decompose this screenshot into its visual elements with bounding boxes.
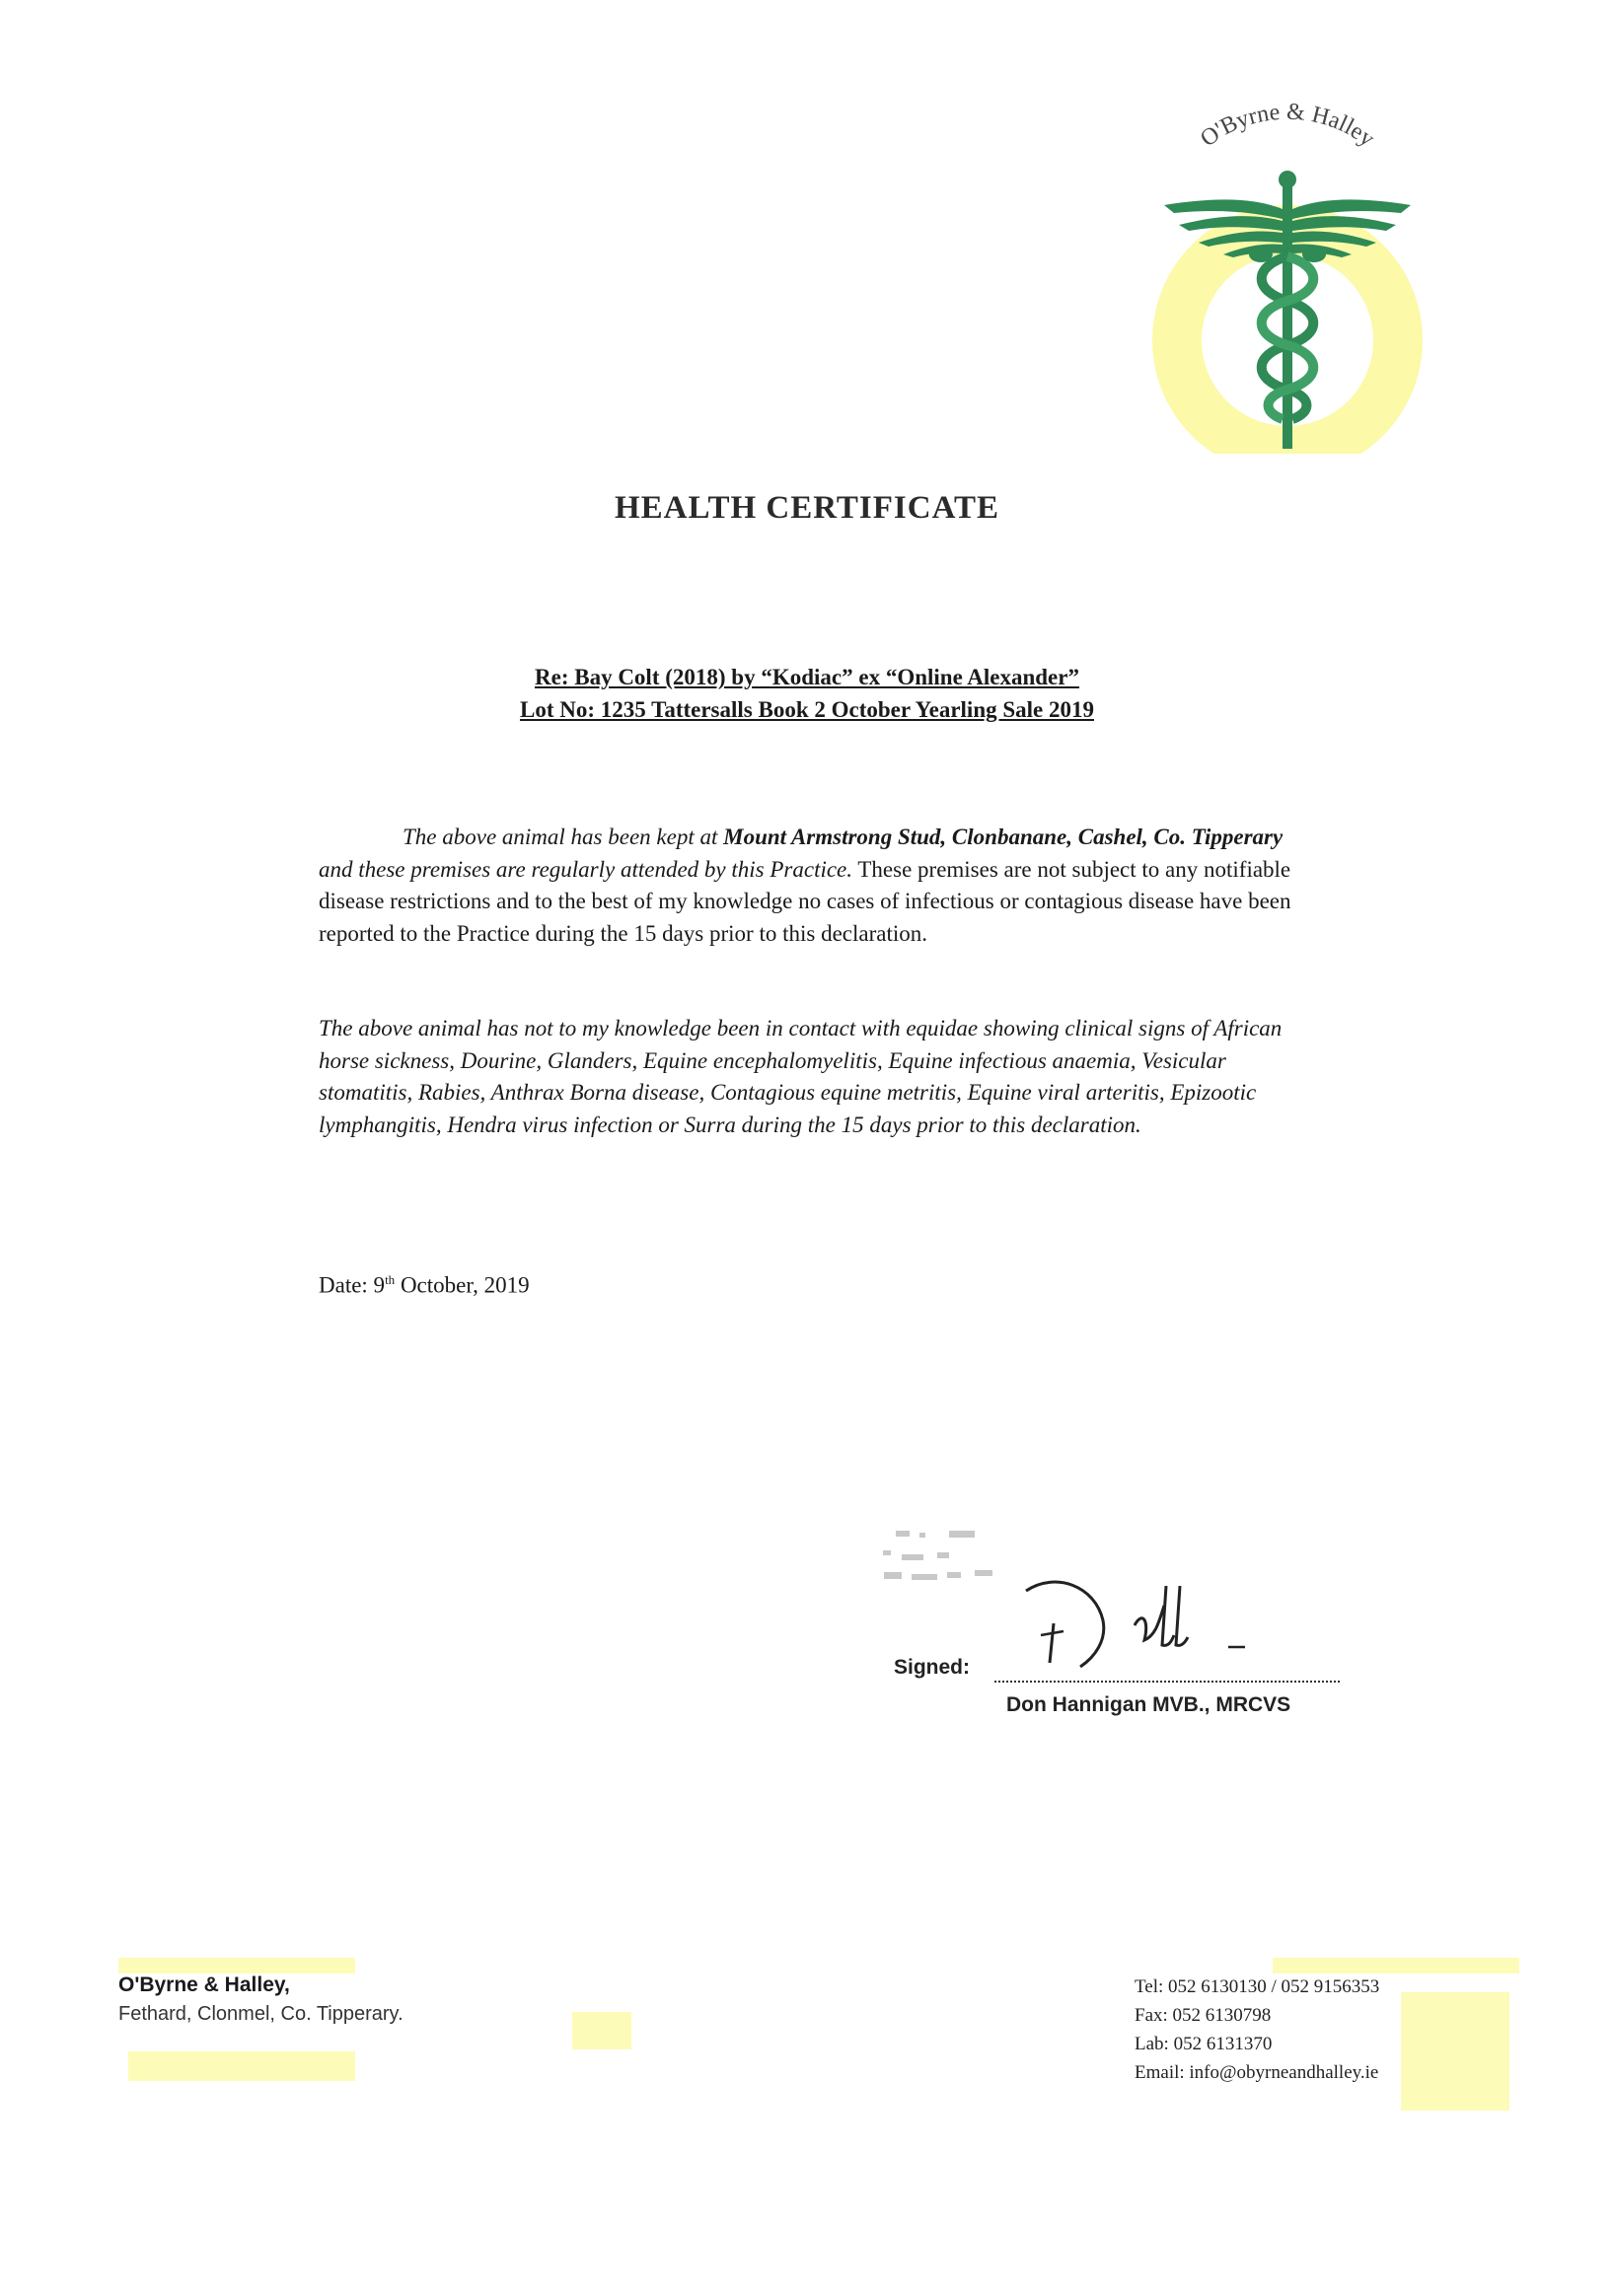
subject-horse-line: Re: Bay Colt (2018) by “Kodiac” ex “Online Alexander” [535, 665, 1079, 689]
p1-premises: Mount Armstrong Stud, Clonbanane, Cashel, Co. Tipperary [723, 825, 1284, 849]
footer-tel: Tel: 052 6130130 / 052 9156353 [1135, 1976, 1380, 1997]
footer-address: Fethard, Clonmel, Co. Tipperary. [118, 2003, 404, 2025]
date-label: Date: 9 [319, 1272, 386, 1298]
p1-italic-end: and these premises are regularly attended by this Practice. [319, 856, 853, 882]
date-rest: October, 2019 [395, 1272, 530, 1298]
p1-italic-start: The above animal has been kept at [403, 825, 724, 849]
footer-highlight [1401, 1992, 1509, 2111]
caduceus-icon [1144, 99, 1431, 454]
p1-statement: These premises are not subject to any notifiable disease restrictions and to the best of my knowledge no cases of infectious or contagious disease have been reported to the Practice during the 15 days prior to this declaration. [319, 856, 1291, 946]
subject-lot-line: Lot No: 1235 Tattersalls Book 2 October Yearling Sale 2019 [519, 697, 1095, 722]
date-suffix: th [385, 1272, 396, 1287]
subject-block [0, 661, 1614, 726]
declaration-date [319, 1272, 530, 1299]
footer-fax: Fax: 052 6130798 [1135, 2005, 1272, 2026]
declaration-paragraph-1 [319, 822, 1310, 950]
footer-highlight [118, 1958, 355, 1973]
practice-logo [1144, 99, 1431, 454]
declaration-paragraph-2: The above animal has not to my knowledge been in contact with equidae showing clinical signs of African horse sickness, Dourine, Glanders, Equine encephalomyelitis, Equine infectious anaemia, Vesicular stomatitis, Rabies, Anthrax Borna disease, Contagious equine metritis, Equine viral arteritis, Epizootic lymphangitis, Hendra virus infection or Surra during the 15 days prior to this declaration. [319, 1016, 1283, 1137]
footer-contact-block [1135, 1973, 1379, 2087]
footer-highlight [1273, 1958, 1519, 1973]
footer-practice-name: O'Byrne & Halley, [118, 1973, 290, 1996]
footer-highlight [572, 2012, 631, 2049]
logo-text: O'Byrne & Halley [1196, 99, 1380, 153]
footer-email: Email: info@obyrneandhalley.ie [1135, 2062, 1379, 2083]
footer-lab: Lab: 052 6131370 [1135, 2034, 1273, 2054]
svg-text:O'Byrne & Halley [1196, 100, 1379, 153]
handwritten-signature [987, 1566, 1263, 1675]
document-title: HEALTH CERTIFICATE [614, 490, 1000, 526]
signature-line [994, 1681, 1340, 1683]
footer-address-block [118, 1973, 404, 2026]
signed-label: Signed: [894, 1656, 970, 1679]
signer-name: Don Hannigan MVB., MRCVS [1006, 1693, 1291, 1716]
footer-highlight [128, 2051, 355, 2081]
